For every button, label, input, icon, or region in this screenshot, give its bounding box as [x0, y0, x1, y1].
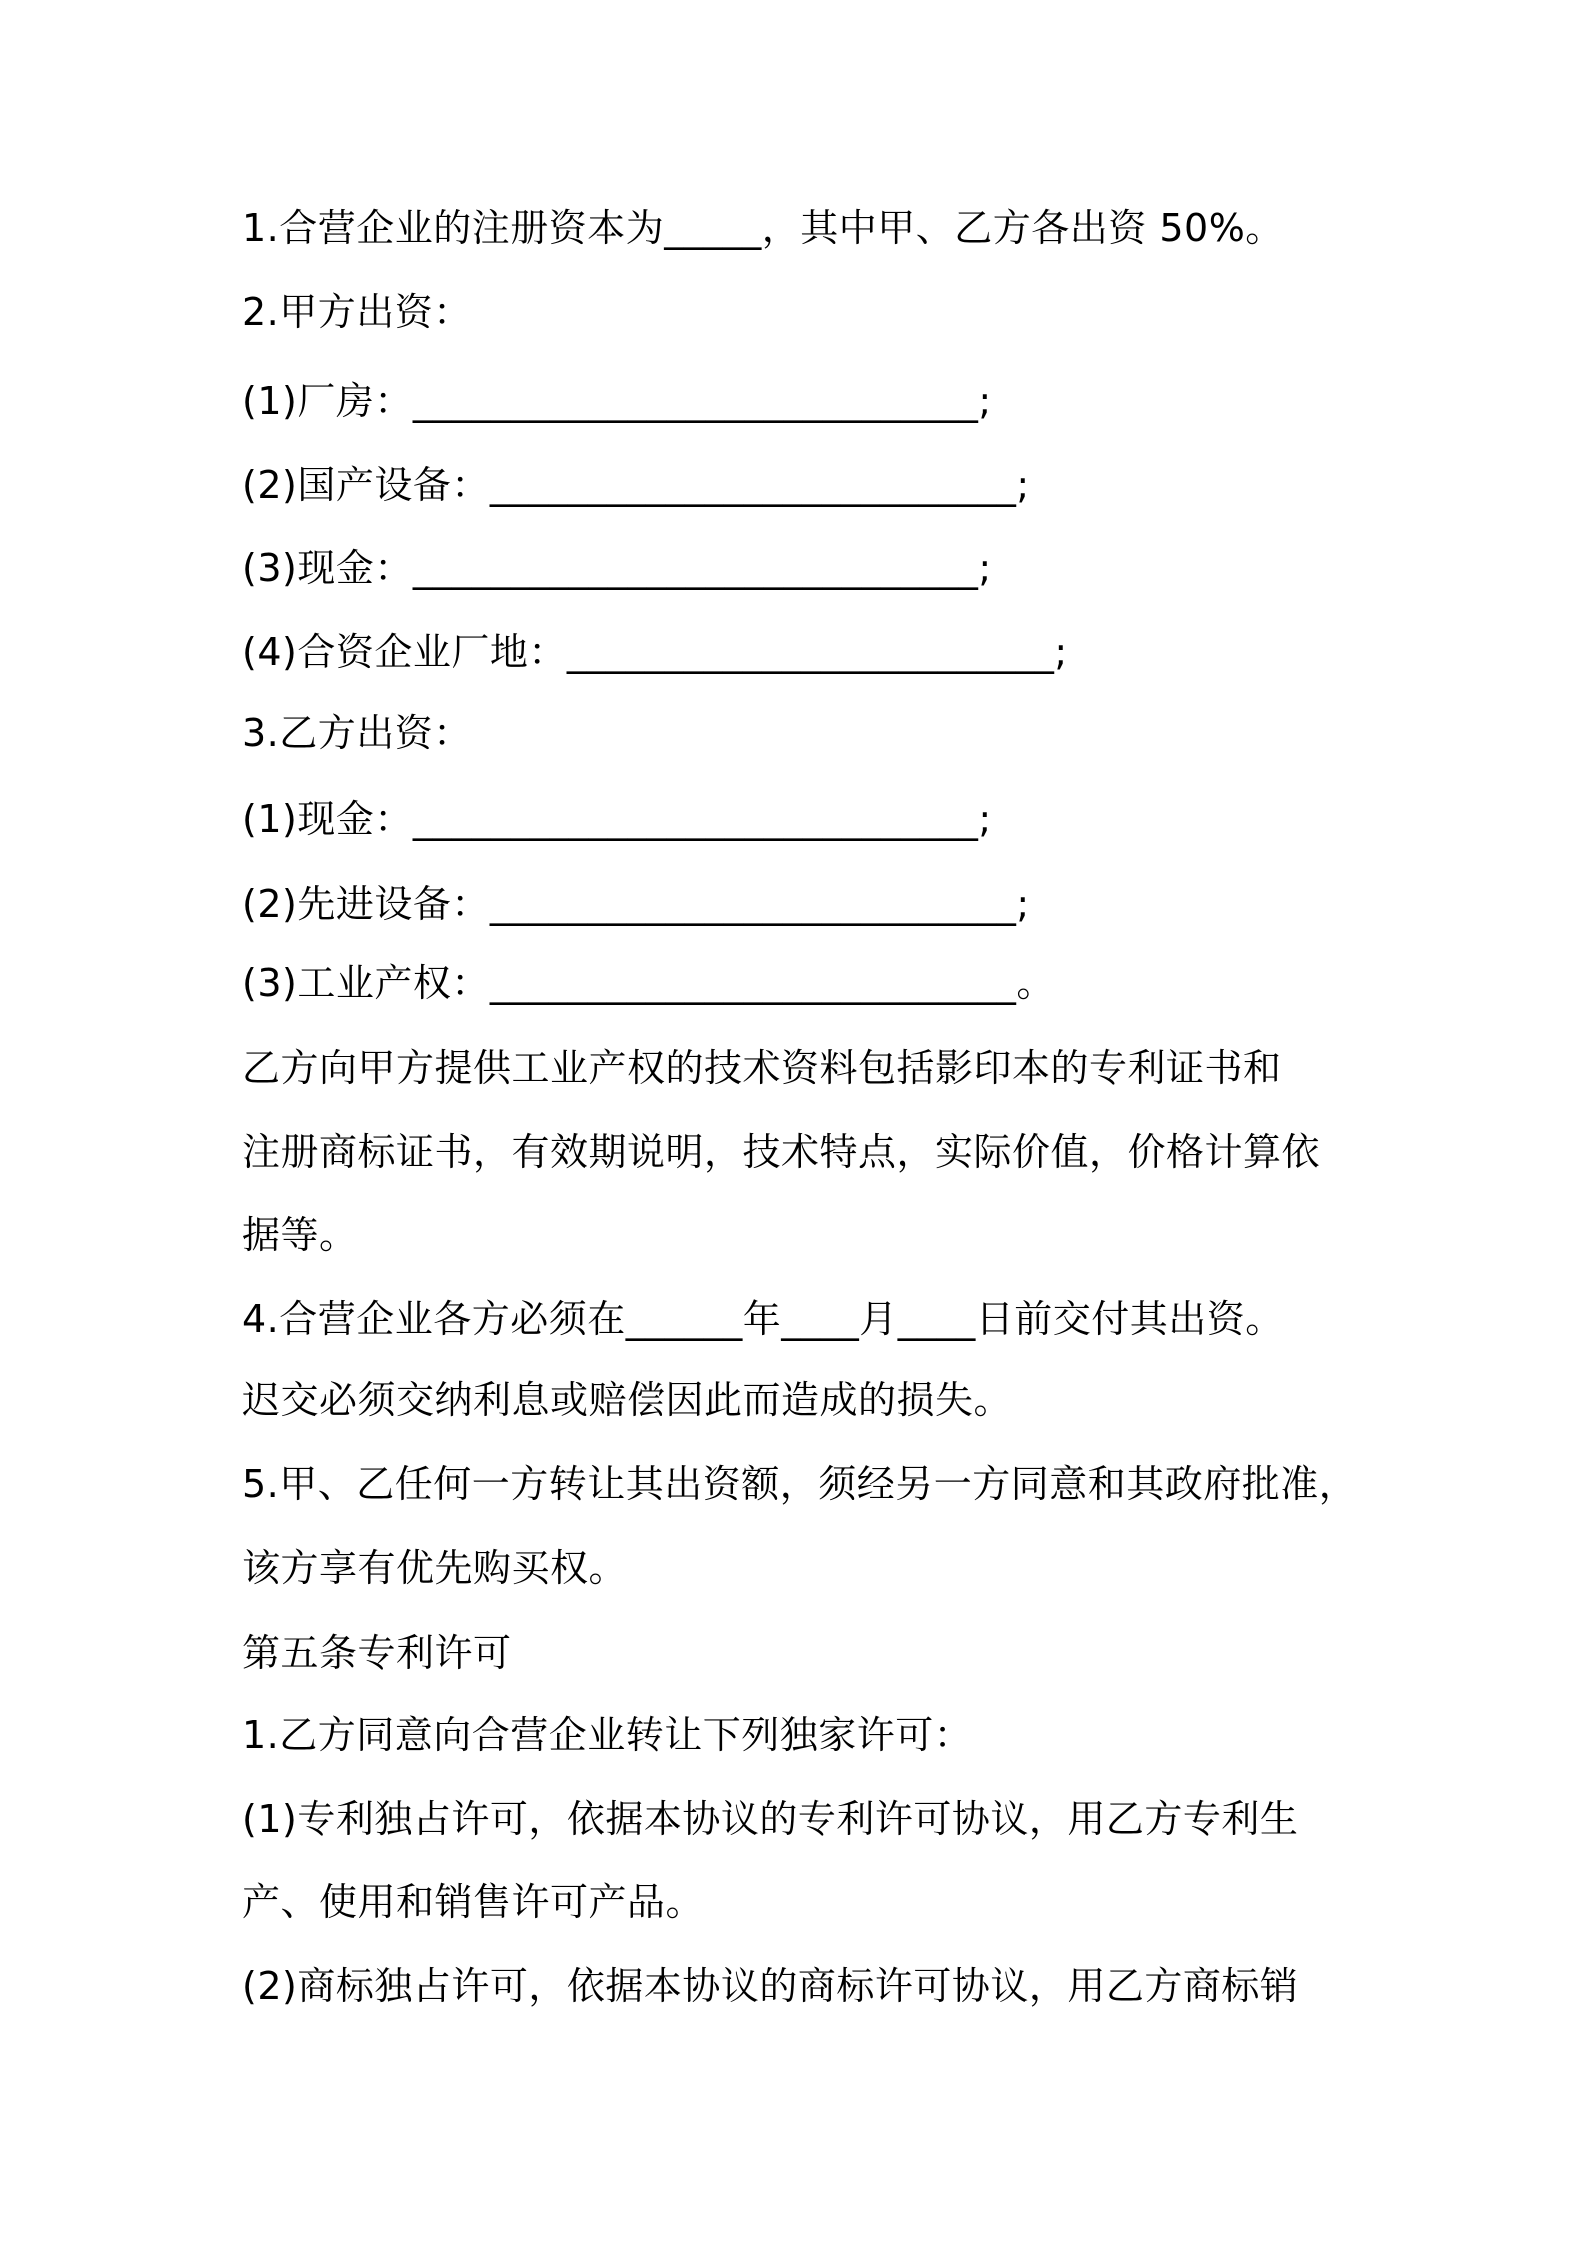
text-line: 1.合营企业的注册资本为_____，其中甲、乙方各出资 50%。 [242, 206, 1284, 250]
text-line: 迟交必须交纳利息或赔偿因此而造成的损失。 [242, 1378, 1013, 1422]
text-line: 3.乙方出资： [242, 711, 472, 755]
text-line: 5.甲、乙任何一方转让其出资额，须经另一方同意和其政府批准， [242, 1462, 1358, 1506]
text-line: 1.乙方同意向合营企业转让下列独家许可： [242, 1713, 973, 1757]
text-line: (1)专利独占许可，依据本协议的专利许可协议，用乙方专利生 [242, 1797, 1299, 1841]
text-line: 4.合营企业各方必须在______年____月____日前交付其出资。 [242, 1297, 1284, 1341]
text-line: 据等。 [242, 1213, 358, 1257]
text-line: (3)现金：_____________________________; [242, 546, 992, 590]
text-line: (2)商标独占许可，依据本协议的商标许可协议，用乙方商标销 [242, 1964, 1299, 2008]
text-line: 注册商标证书，有效期说明，技术特点，实际价值，价格计算依 [242, 1130, 1321, 1174]
text-line: (4)合资企业厂地：_________________________; [242, 630, 1068, 674]
text-line: (3)工业产权：___________________________。 [242, 961, 1055, 1005]
text-line: (2)国产设备：___________________________; [242, 463, 1030, 507]
section-heading: 第五条专利许可 [242, 1631, 512, 1675]
text-line: 2.甲方出资： [242, 290, 472, 334]
text-line: (1)现金：_____________________________; [242, 797, 992, 841]
text-line: 该方享有优先购买权。 [242, 1546, 628, 1590]
text-line: 乙方向甲方提供工业产权的技术资料包括影印本的专利证书和 [242, 1046, 1282, 1090]
text-line: 产、使用和销售许可产品。 [242, 1880, 705, 1924]
text-line: (1)厂房：_____________________________; [242, 379, 992, 423]
text-line: (2)先进设备：___________________________; [242, 882, 1030, 926]
